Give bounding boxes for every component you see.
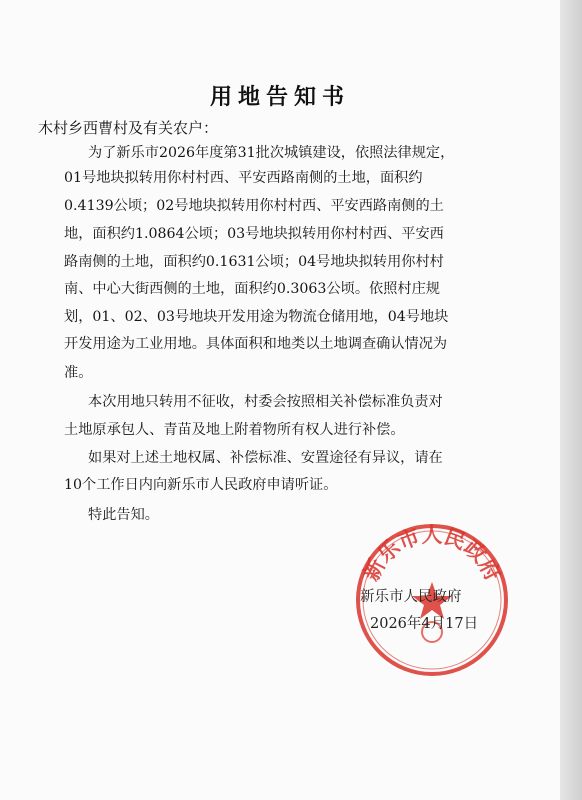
paragraph1-line: 为了新乐市2026年度第31批次城镇建设，依照法律规定， — [88, 145, 455, 161]
paragraph1-line: 地，面积约1.0864公顷；03号地块拟转用你村村西、平安西 — [64, 226, 444, 242]
paragraph1-line: 0.4139公顷；02号地块拟转用你村村西、平安西路南侧的土 — [64, 198, 444, 214]
paragraph1-line: 01号地块拟转用你村村西、平安西路南侧的土地，面积约 — [64, 170, 423, 186]
paragraph2-line: 本次用地只转用不征收，村委会按照相关补偿标准负责对 — [88, 394, 443, 410]
salutation: 木村乡西曹村及有关农户： — [38, 119, 219, 137]
issuer-name: 新乐市人民政府 — [360, 589, 462, 605]
paragraph3-line: 10个工作日内向新乐市人民政府申请听证。 — [64, 477, 338, 493]
paragraph1-line: 准。 — [64, 365, 93, 381]
paragraph3-line: 如果对上述土地权属、补偿标准、安置途径有异议，请在 — [88, 450, 443, 466]
paragraph1-line: 南、中心大街西侧的土地，面积约0.3063公顷。依照村庄规 — [64, 281, 440, 297]
page-edge — [560, 0, 582, 800]
paragraph2-line: 土地原承包人、青苗及地上附着物所有权人进行补偿。 — [64, 422, 405, 438]
closing-text: 特此告知。 — [88, 507, 159, 523]
issue-date: 2026年4月17日 — [370, 616, 479, 632]
paragraph1-line: 开发用途为工业用地。具体面积和地类以土地调查确认情况为 — [64, 336, 448, 352]
paragraph1-line: 划，01、02、03号地块开发用途为物流仓储用地，04号地块 — [64, 309, 449, 325]
notice-title: 用地告知书 — [209, 84, 350, 110]
paragraph1-line: 路南侧的土地，面积约0.1631公顷；04号地块拟转用你村村 — [64, 254, 444, 270]
seal-text: 新乐市人民政府 — [358, 522, 506, 585]
svg-text:新乐市人民政府 — [358, 522, 506, 585]
